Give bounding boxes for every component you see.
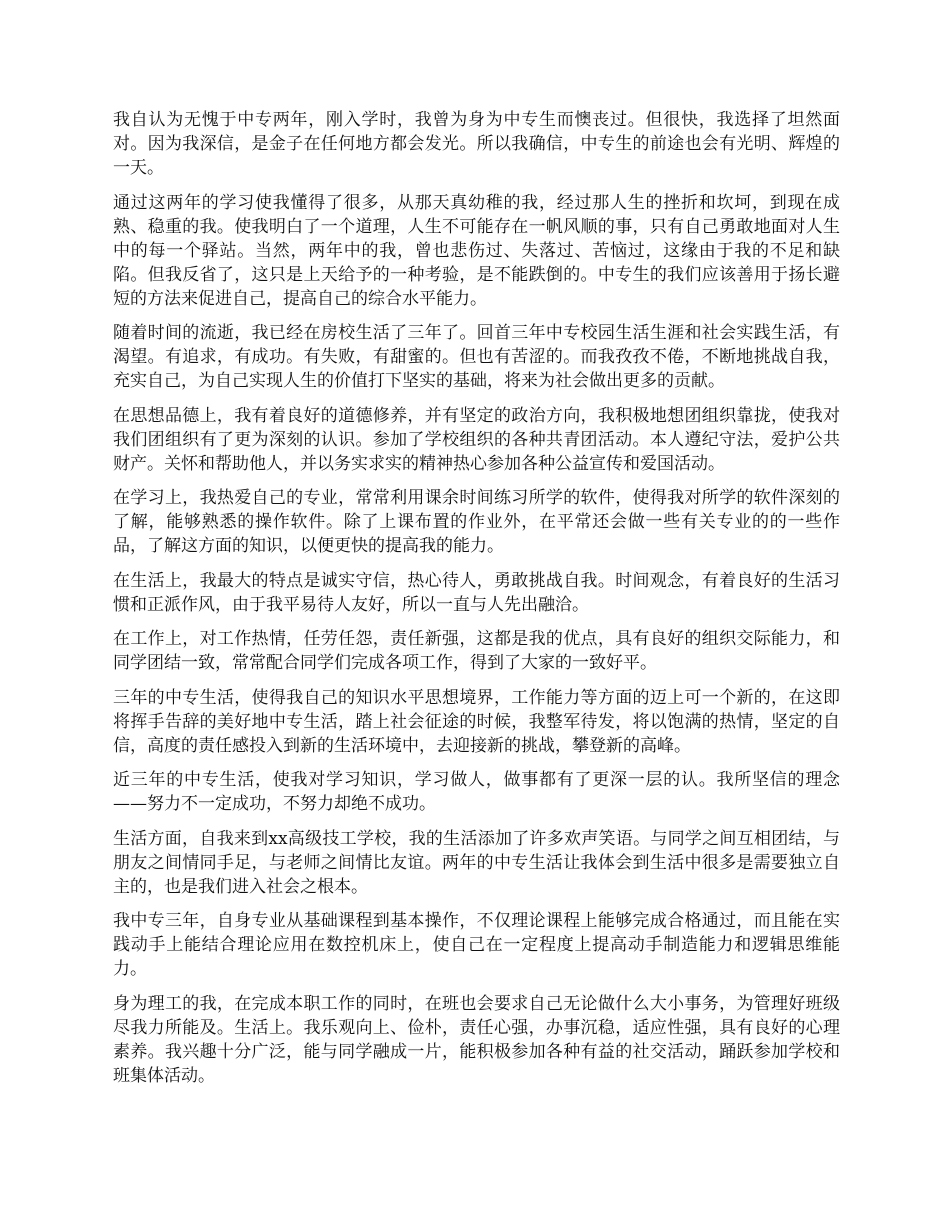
paragraph-9: 近三年的中专生活，使我对学习知识，学习做人，做事都有了更深一层的认。我所坚信的理念——努力不一定成功，不努力却绝不成功。 [113,770,840,814]
document-body [113,108,840,1098]
paragraph-12: 身为理工的我，在完成本职工作的同时，在班也会要求自己无论做什么大小事务，为管理好班级尽我力所能及。生活上。我乐观向上、俭朴，责任心强，办事沉稳，适应性强，具有良好的心理素养。我兴趣十分广泛，能与同学融成一片，能积极参加各种有益的社交活动，踊跃参加学校和班集体活动。 [113,993,840,1086]
paragraph-10: 生活方面，自我来到xx高级技工学校，我的生活添加了许多欢声笑语。与同学之间互相团结，与朋友之间情同手足，与老师之间情比友谊。两年的中专生活让我体会到生活中很多是需要独立自主的，也是我们进入社会之根本。 [113,828,840,897]
paragraph-8: 三年的中专生活，使得我自己的知识水平思想境界，工作能力等方面的迈上可一个新的，在这即将挥手告辞的美好地中专生活，踏上社会征途的时候，我整军待发，将以饱满的热情，坚定的自信，高度的责任感投入到新的生活环境中，去迎接新的挑战，攀登新的高峰。 [113,687,840,756]
paragraph-11: 我中专三年，自身专业从基础课程到基本操作，不仅理论课程上能够完成合格通过，而且能在实践动手上能结合理论应用在数控机床上，使自己在一定程度上提高动手制造能力和逻辑思维能力。 [113,911,840,979]
paragraph-4: 在思想品德上，我有着良好的道德修养，并有坚定的政治方向，我积极地想团组织靠拢，使我对我们团组织有了更为深刻的认识。参加了学校组织的各种共青团活动。本人遵纪守法，爱护公共财产。关怀和帮助他人，并以务实求实的精神热心参加各种公益宣传和爱国活动。 [113,405,840,474]
paragraph-1: 我自认为无愧于中专两年，刚入学时，我曾为身为中专生而懊丧过。但很快，我选择了坦然面对。因为我深信，是金子在任何地方都会发光。所以我确信，中专生的前途也会有光明、辉煌的一天。 [113,110,840,178]
paragraph-2: 通过这两年的学习使我懂得了很多，从那天真幼稚的我，经过那人生的挫折和坎坷，到现在成熟、稳重的我。使我明白了一个道理，人生不可能存在一帆风顺的事，只有自己勇敢地面对人生中的每一个驿站。当然，两年中的我，曾也悲伤过、失落过、苦恼过，这缘由于我的不足和缺陷。但我反省了，这只是上天给予的一种考验，是不能跌倒的。中专生的我们应该善用于扬长避短的方法来促进自己，提高自己的综合水平能力。 [113,192,840,309]
paragraph-5: 在学习上，我热爱自己的专业，常常利用课余时间练习所学的软件，使得我对所学的软件深刻的了解，能够熟悉的操作软件。除了上课布置的作业外，在平常还会做一些有关专业的的一些作品，了解这方面的知识，以便更快的提高我的能力。 [113,488,840,556]
paragraph-7: 在工作上，对工作热情，任劳任怨，责任新强，这都是我的优点，具有良好的组织交际能力，和同学团结一致，常常配合同学们完成各项工作，得到了大家的一致好平。 [113,629,840,673]
paragraph-3: 随着时间的流逝，我已经在房校生活了三年了。回首三年中专校园生活生涯和社会实践生活，有渴望。有追求，有成功。有失败，有甜蜜的。但也有苦涩的。而我孜孜不倦，不断地挑战自我，充实自己，为自己实现人生的价值打下坚实的基础，将来为社会做出更多的贡献。 [113,323,840,391]
paragraph-6: 在生活上，我最大的特点是诚实守信，热心待人，勇敢挑战自我。时间观念，有着良好的生活习惯和正派作风，由于我平易待人友好，所以一直与人先出融洽。 [113,570,840,615]
